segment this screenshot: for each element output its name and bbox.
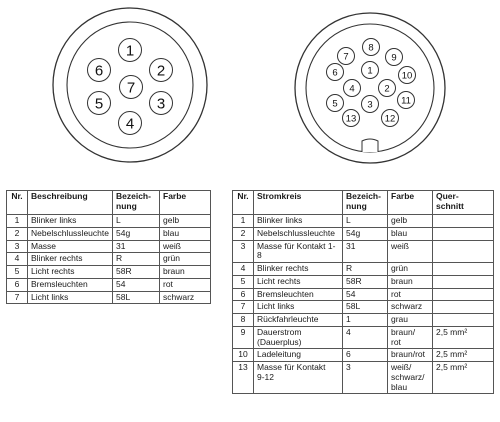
c13-pin-13: [343, 110, 360, 127]
cell-farbe: grün: [160, 253, 211, 266]
cell-beschreibung: Bremsleuchten: [28, 278, 113, 291]
cell-querschnitt: 2,5 mm²: [433, 349, 494, 362]
cell-farbe: blau: [160, 227, 211, 240]
col-farbe-header: Farbe: [388, 191, 433, 215]
c13-pin-9: [386, 49, 403, 66]
cell-farbe: schwarz: [160, 291, 211, 304]
cell-stromkreis: Blinker links: [254, 215, 343, 228]
c7-pin-label: 2: [156, 62, 166, 80]
c13-pin-label: 13: [345, 113, 357, 125]
c7-pin-2: [150, 59, 173, 82]
table-row: [7, 227, 211, 240]
cell-farbe: weiß: [160, 240, 211, 253]
cell-nr: 2: [7, 227, 28, 240]
cell-bezeichnung: 58R: [113, 266, 160, 279]
col-stromkreis-header: Stromkreis: [254, 191, 343, 215]
c13-pin-label: 10: [401, 70, 413, 82]
col-nr-header: Nr.: [233, 191, 254, 215]
cell-nr: 10: [233, 349, 254, 362]
c13-pin-label: 3: [367, 99, 373, 111]
c7-pin-label: 6: [94, 62, 104, 80]
cell-nr: 1: [233, 215, 254, 228]
cell-stromkreis: Licht links: [254, 301, 343, 314]
cell-bezeichnung: 58R: [343, 275, 388, 288]
c7-pin-label: 5: [94, 95, 104, 113]
c7-pin-label: 1: [125, 42, 135, 60]
table-row: [7, 291, 211, 304]
table-row: [233, 314, 494, 327]
table-row: [233, 301, 494, 314]
cell-querschnitt: [433, 215, 494, 228]
cell-farbe: gelb: [160, 215, 211, 228]
cell-stromkreis: Masse für Kontakt 1-8: [254, 240, 343, 263]
cell-nr: 1: [7, 215, 28, 228]
cell-beschreibung: Masse: [28, 240, 113, 253]
cell-stromkreis: Masse für Kontakt 9-12: [254, 362, 343, 394]
cell-farbe: blau: [388, 227, 433, 240]
cell-nr: 2: [233, 227, 254, 240]
c13-pin-1: [362, 62, 379, 79]
c13-pin-12: [382, 110, 399, 127]
cell-farbe: weiß: [388, 240, 433, 263]
c13-pin-label: 2: [384, 83, 390, 95]
c13-pin-4: [344, 80, 361, 97]
cell-farbe: gelb: [388, 215, 433, 228]
cell-querschnitt: 2,5 mm²: [433, 326, 494, 349]
c13-pin-label: 4: [349, 83, 355, 95]
cell-nr: 6: [233, 288, 254, 301]
c13-pin-8: [363, 39, 380, 56]
pin-table-7: [6, 190, 211, 304]
cell-bezeichnung: 6: [343, 349, 388, 362]
table-header-row: [7, 191, 211, 215]
c13-pin-5: [327, 95, 344, 112]
table-row: [7, 215, 211, 228]
col-beschreibung-header: Beschreibung: [28, 191, 113, 215]
c13-pin-11: [398, 92, 415, 109]
c13-pin-7: [338, 48, 355, 65]
c13-pin-label: 6: [332, 67, 338, 79]
cell-nr: 5: [7, 266, 28, 279]
cell-stromkreis: Blinker rechts: [254, 263, 343, 276]
cell-farbe: rot: [388, 288, 433, 301]
c13-pin-label: 1: [367, 65, 373, 77]
cell-querschnitt: [433, 275, 494, 288]
cell-beschreibung: Blinker rechts: [28, 253, 113, 266]
cell-beschreibung: Nebelschlussleuchte: [28, 227, 113, 240]
c7-pin-7: [120, 76, 143, 99]
c7-pin-5: [88, 92, 111, 115]
table-row: [233, 288, 494, 301]
cell-farbe: braun/rot: [388, 349, 433, 362]
table-row: [233, 275, 494, 288]
c13-pin-10: [399, 67, 416, 84]
cell-nr: 5: [233, 275, 254, 288]
cell-stromkreis: Rückfahrleuchte: [254, 314, 343, 327]
c13-pin-label: 7: [343, 51, 349, 63]
c7-pin-3: [150, 92, 173, 115]
c13-pin-label: 5: [332, 98, 338, 110]
c7-pin-label: 4: [125, 115, 135, 133]
cell-farbe: braun/ rot: [388, 326, 433, 349]
cell-nr: 7: [233, 301, 254, 314]
cell-nr: 3: [7, 240, 28, 253]
cell-querschnitt: [433, 227, 494, 240]
col-farbe-header: Farbe: [160, 191, 211, 215]
table-row: [233, 240, 494, 263]
col-bezeichnung-header: Bezeich- nung: [343, 191, 388, 215]
c13-pin-label: 12: [384, 113, 396, 125]
c13-pin-2: [379, 80, 396, 97]
cell-bezeichnung: 54g: [343, 227, 388, 240]
table-row: [7, 266, 211, 279]
cell-bezeichnung: 58L: [343, 301, 388, 314]
cell-bezeichnung: L: [113, 215, 160, 228]
col-querschnitt-header: Quer- schnitt: [433, 191, 494, 215]
cell-bezeichnung: 54g: [113, 227, 160, 240]
cell-stromkreis: Bremsleuchten: [254, 288, 343, 301]
table-row: [7, 253, 211, 266]
table-row: [233, 263, 494, 276]
table-row: [233, 215, 494, 228]
c7-pin-label: 3: [156, 95, 166, 113]
cell-stromkreis: Ladeleitung: [254, 349, 343, 362]
cell-nr: 6: [7, 278, 28, 291]
cell-querschnitt: [433, 314, 494, 327]
c7-pin-1: [119, 39, 142, 62]
connector-13-key-notch: [362, 139, 378, 152]
cell-nr: 3: [233, 240, 254, 263]
table-row: [233, 326, 494, 349]
cell-nr: 7: [7, 291, 28, 304]
cell-bezeichnung: 31: [113, 240, 160, 253]
cell-querschnitt: [433, 288, 494, 301]
c13-pin-label: 11: [401, 95, 411, 107]
cell-stromkreis: Dauerstrom (Dauerplus): [254, 326, 343, 349]
cell-farbe: braun: [160, 266, 211, 279]
cell-bezeichnung: 54: [113, 278, 160, 291]
cell-beschreibung: Blinker links: [28, 215, 113, 228]
cell-beschreibung: Licht links: [28, 291, 113, 304]
cell-beschreibung: Licht rechts: [28, 266, 113, 279]
cell-nr: 4: [7, 253, 28, 266]
c13-pin-3: [362, 96, 379, 113]
table-row: [233, 362, 494, 394]
cell-nr: 13: [233, 362, 254, 394]
cell-nr: 4: [233, 263, 254, 276]
c13-pin-label: 8: [368, 42, 374, 54]
table-row: [7, 240, 211, 253]
table-row: [7, 278, 211, 291]
c7-pin-4: [119, 112, 142, 135]
table-row: [233, 227, 494, 240]
cell-nr: 8: [233, 314, 254, 327]
c13-pin-6: [327, 64, 344, 81]
cell-querschnitt: [433, 263, 494, 276]
cell-bezeichnung: 31: [343, 240, 388, 263]
cell-farbe: weiß/ schwarz/ blau: [388, 362, 433, 394]
cell-farbe: schwarz: [388, 301, 433, 314]
col-nr-header: Nr.: [7, 191, 28, 215]
c7-pin-label: 7: [126, 79, 136, 97]
cell-farbe: grün: [388, 263, 433, 276]
connector-13-pin: [295, 13, 445, 163]
cell-querschnitt: [433, 301, 494, 314]
cell-farbe: rot: [160, 278, 211, 291]
cell-bezeichnung: 3: [343, 362, 388, 394]
cell-bezeichnung: R: [343, 263, 388, 276]
cell-stromkreis: Nebelschlussleuchte: [254, 227, 343, 240]
cell-farbe: grau: [388, 314, 433, 327]
cell-bezeichnung: 4: [343, 326, 388, 349]
connector-7-pin: [53, 8, 207, 162]
cell-querschnitt: [433, 240, 494, 263]
cell-bezeichnung: 58L: [113, 291, 160, 304]
col-bezeichnung-header: Bezeich- nung: [113, 191, 160, 215]
cell-bezeichnung: 1: [343, 314, 388, 327]
cell-bezeichnung: R: [113, 253, 160, 266]
cell-farbe: braun: [388, 275, 433, 288]
pin-table-13: [232, 190, 494, 394]
c13-pin-label: 9: [391, 52, 397, 64]
cell-stromkreis: Licht rechts: [254, 275, 343, 288]
cell-bezeichnung: 54: [343, 288, 388, 301]
table-row: [233, 349, 494, 362]
connector-diagrams: [0, 0, 500, 180]
table-header-row: [233, 191, 494, 215]
cell-nr: 9: [233, 326, 254, 349]
cell-querschnitt: 2,5 mm²: [433, 362, 494, 394]
cell-bezeichnung: L: [343, 215, 388, 228]
c7-pin-6: [88, 59, 111, 82]
